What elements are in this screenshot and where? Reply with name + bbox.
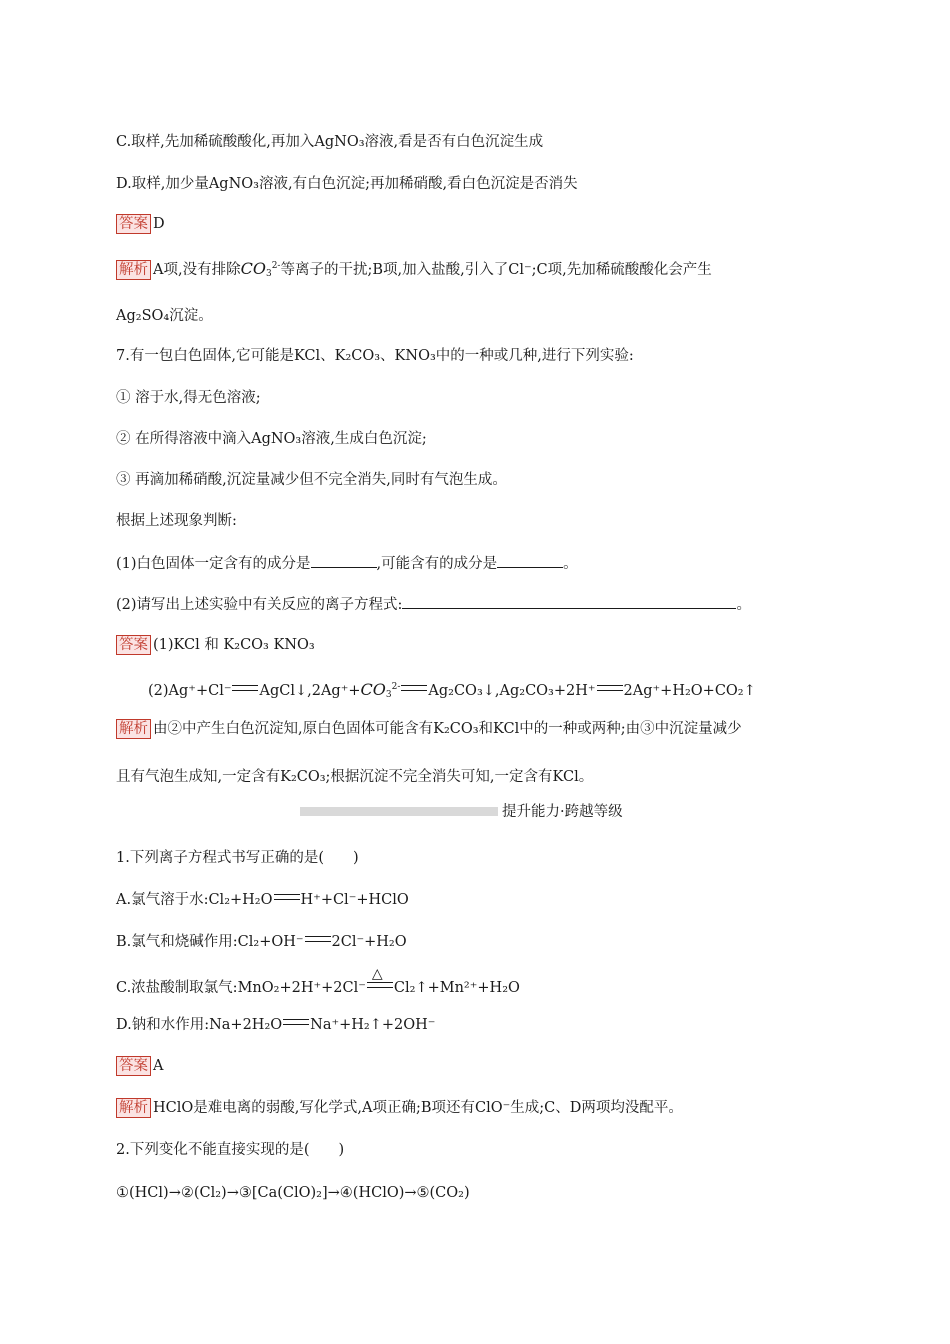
section-divider-bar bbox=[300, 807, 498, 816]
option-c: C.取样,先加稀硫酸酸化,再加入AgNO₃溶液,看是否有白色沉淀生成 bbox=[116, 134, 544, 150]
q1-stem: 1.下列离子方程式书写正确的是( ) bbox=[116, 850, 359, 866]
answer-row bbox=[116, 214, 165, 234]
option-d: D.取样,加少量AgNO₃溶液,有白色沉淀;再加稀硝酸,看白色沉淀是否消失 bbox=[116, 176, 578, 192]
equals-sign bbox=[274, 894, 300, 900]
heat-condition-icon: △ bbox=[371, 966, 383, 982]
q2-chain: ①(HCl)→②(Cl₂)→③[Ca(ClO)₂]→④(HClO)→⑤(CO₂) bbox=[116, 1185, 470, 1201]
q7-stem: 7.有一包白色固体,它可能是KCl、K₂CO₃、KNO₃中的一种或几种,进行下列实验: bbox=[116, 348, 634, 364]
q7-answer-2: (2)Ag⁺+Cl⁻ $AgCl↓,2Ag^++CO_3^{2-}$ Ag₂CO₃↓,Ag₂CO₃+2H⁺ 2Ag⁺+H₂O+CO₂↑ bbox=[148, 677, 756, 705]
answer-tag: 答案 bbox=[116, 635, 151, 655]
q2-stem: 2.下列变化不能直接实现的是( ) bbox=[116, 1142, 345, 1158]
q7-step-1: ① 溶于水,得无色溶液; bbox=[116, 390, 261, 406]
q1-answer-row: 答案 A bbox=[116, 1056, 163, 1076]
analysis-tag: 解析 bbox=[116, 719, 151, 739]
analysis-text: A项,没有排除 bbox=[153, 262, 241, 278]
answer-tag: 答案 bbox=[116, 214, 151, 234]
section-title: 提升能力·跨越等级 bbox=[502, 804, 623, 820]
equals-sign bbox=[232, 685, 258, 691]
answer-tag: 答案 bbox=[116, 1056, 151, 1076]
q7-step-3: ③ 再滴加稀硝酸,沉淀量减少但不完全消失,同时有气泡生成。 bbox=[116, 472, 507, 488]
q7-sub-2: (2)请写出上述实验中有关反应的离子方程式: 。 bbox=[116, 594, 751, 615]
q7-answer-1: (1)KCl 和 K₂CO₃ KNO₃ bbox=[153, 637, 315, 653]
q7-judge: 根据上述现象判断: bbox=[116, 513, 237, 529]
q1-option-b: B.氯气和烧碱作用:Cl₂+OH⁻ 2Cl⁻+H₂O bbox=[116, 934, 407, 950]
analysis-tag: 解析 bbox=[116, 260, 151, 280]
analysis-row bbox=[116, 256, 712, 284]
equals-sign bbox=[283, 1019, 309, 1025]
carbonate-ion: $CO_3^{2-}$ bbox=[240, 259, 281, 279]
q1-option-d: D.钠和水作用:Na+2H₂O Na⁺+H₂↑+2OH⁻ bbox=[116, 1017, 436, 1033]
equals-sign bbox=[401, 685, 427, 691]
equals-sign bbox=[597, 685, 623, 691]
analysis-line-2: Ag₂SO₄沉淀。 bbox=[116, 308, 213, 324]
equals-sign bbox=[305, 936, 331, 942]
q7-analysis-line-2: 且有气泡生成知,一定含有K₂CO₃;根据沉淀不完全消失可知,一定含有KCl。 bbox=[116, 769, 594, 785]
q7-answer-row bbox=[116, 635, 315, 655]
q1-option-a: A.氯气溶于水:Cl₂+H₂O H⁺+Cl⁻+HClO bbox=[116, 892, 409, 908]
analysis-text-cont: 等离子的干扰;B项,加入盐酸,引入了Cl⁻;C项,先加稀硫酸酸化会产生 bbox=[280, 262, 712, 278]
blank-2[interactable] bbox=[497, 553, 563, 568]
q1-option-c: C.浓盐酸制取氯气:MnO₂+2H⁺+2Cl⁻ △ Cl₂↑+Mn²⁺+H₂O bbox=[116, 966, 520, 996]
analysis-tag: 解析 bbox=[116, 1098, 151, 1118]
q7-step-2: ② 在所得溶液中滴入AgNO₃溶液,生成白色沉淀; bbox=[116, 431, 427, 447]
q7-analysis-row: 解析 由②中产生白色沉淀知,原白色固体可能含有K₂CO₃和KCl中的一种或两种;由③中沉淀量减少 bbox=[116, 719, 742, 739]
blank-3[interactable] bbox=[402, 594, 736, 609]
q7-sub-1: (1)白色固体一定含有的成分是 ,可能含有的成分是 。 bbox=[116, 553, 578, 574]
q1-analysis-row: 解析 HClO是难电离的弱酸,写化学式,A项正确;B项还有ClO⁻生成;C、D两项均没配平。 bbox=[116, 1098, 683, 1118]
answer-text: D bbox=[153, 216, 165, 232]
blank-1[interactable] bbox=[311, 553, 377, 568]
carbonate-ion: $CO_3^{2-}$ bbox=[360, 680, 401, 700]
